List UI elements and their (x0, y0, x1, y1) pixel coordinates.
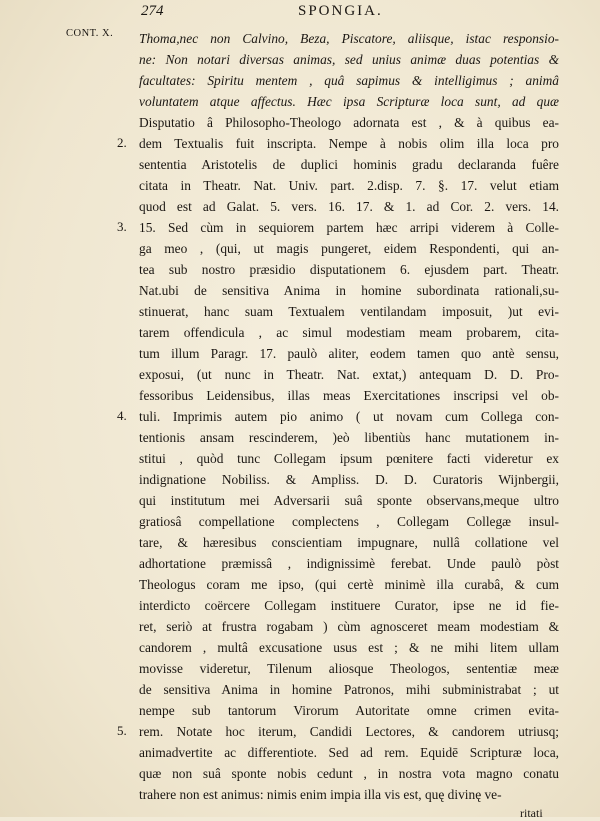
page-number: 274 (141, 3, 164, 19)
text-line: 15. Sed cùm in sequiorem partem hæc arripi viderem à Colle- (139, 220, 559, 235)
text-line: tare, & hæresibus conscientiam impugnare, nullâ collatione vel (139, 535, 559, 550)
text-line: ret, seriò at frustra rogabam ) cùm agnosceret meam modestiam & (139, 619, 559, 634)
text-line: Thoma,nec non Calvino, Beza, Piscatore, aliisque, istac responsio- (139, 31, 559, 46)
text-line: stitui , quòd tunc Collegam ipsum pœnitere facti videretur ex (139, 451, 559, 466)
margin-cont-label: CONT. X. (66, 28, 114, 39)
text-line: stinuerat, hanc suam Textualem ventilandam imposuit, )ut evi- (139, 304, 559, 319)
margin-number: 2. (117, 135, 127, 150)
text-line: dem Textualis fuit inscripta. Nempe à nobis olim illa loca pro (139, 136, 559, 151)
text-line: quod est ad Galat. 5. vers. 16. 17. & 1. ad Cor. 2. vers. 14. (139, 199, 559, 214)
text-line: tea sub nostro præsidio disputationem 6. ejusdem part. Theatr. (139, 262, 559, 277)
text-line: voluntatem atque affectus. Hæc ipsa Scripturæ loca sunt, ad quæ (139, 94, 559, 109)
text-line: citata in Theatr. Nat. Univ. part. 2.disp. 7. §. 17. velut etiam (139, 178, 559, 193)
text-line: tum illum Paragr. 17. paulò aliter, eodem tamen quo antè sensu, (139, 346, 559, 361)
running-head: SPONGIA. (298, 3, 383, 19)
text-line: facultates: Spiritu mentem , quâ sapimus & intelligimus ; animâ (139, 73, 559, 88)
text-line: exposui, (ut nunc in Theatr. Nat. extat,) antequam D. D. Pro- (139, 367, 559, 382)
margin-number: 3. (117, 219, 127, 234)
text-line: Disputatio â Philosopho-Theologo adornata est , & à quibus ea- (139, 115, 559, 130)
text-line: tuli. Imprimis autem pio animo ( ut novam cum Collega con- (139, 409, 559, 424)
text-line: sententia Aristotelis de duplici hominis gradu declaranda fuêre (139, 157, 559, 172)
text-line: qui institutum mei Adversarii suâ sponte observans,meque ultro (139, 493, 559, 508)
text-line: tarem offendicula , ac simul modestiam meam probarem, cita- (139, 325, 559, 340)
body-text (139, 28, 559, 805)
text-line: nempe sub tantorum Virorum Autoritate omne crimen evita- (139, 703, 559, 718)
text-line: trahere non est animus: nimis enim impia illa vis est, quę divinę ve- (139, 787, 502, 802)
text-line: Nat.ubi de sensitiva Anima in homine subordinata rationali,su- (139, 283, 559, 298)
text-line: rem. Notate hoc iterum, Candidi Lectores, & candorem utriusq; (139, 724, 559, 739)
text-line: fessoribus Leidensibus, illas meas Exercitationes inscripsi vel ob- (139, 388, 559, 403)
margin-number: 5. (117, 723, 127, 738)
text-line: candorem , multâ excusatione usus est ; & ne mihi litem ullam (139, 640, 559, 655)
text-line: adhortatione præmissâ , indignissimè ferebat. Unde paulò pòst (139, 556, 559, 571)
margin-number: 4. (117, 408, 127, 423)
text-line: quæ non suâ sponte nobis cedunt , in nostra vota magno conatu (139, 766, 559, 781)
text-line: gratiosâ compellatione complectens , Collegam Collegæ insul- (139, 514, 559, 529)
text-line: animadvertite ac differentiote. Sed ad rem. Equidē Scripturæ loca, (139, 745, 559, 760)
text-line: tentionis ansam rescinderem, )eò libentiùs hanc mutationem in- (139, 430, 559, 445)
text-line: ne: Non notari diversas animas, sed unius animæ duas potentias & (139, 52, 559, 67)
text-line: ga meo , (qui, ut magis pungeret, eidem Respondenti, qui an- (139, 241, 559, 256)
text-line: Theologus coram me ipso, (qui certè minimè illa curabâ, & cum (139, 577, 559, 592)
text-line: movisse videretur, Tilenum aliosque Theologos, sententiæ meæ (139, 661, 559, 676)
text-line: indignatione Nobiliss. & Ampliss. D. D. Curatoris Wijnbergii, (139, 472, 559, 487)
catchword: ritati (520, 806, 543, 820)
page-header (0, 3, 600, 23)
text-line: interdicto coërcere Collegam instituere Curator, ipse ne id fie- (139, 598, 559, 613)
text-line: de sensitiva Anima in homine Patronos, mihi subministrabat ; ut (139, 682, 559, 697)
